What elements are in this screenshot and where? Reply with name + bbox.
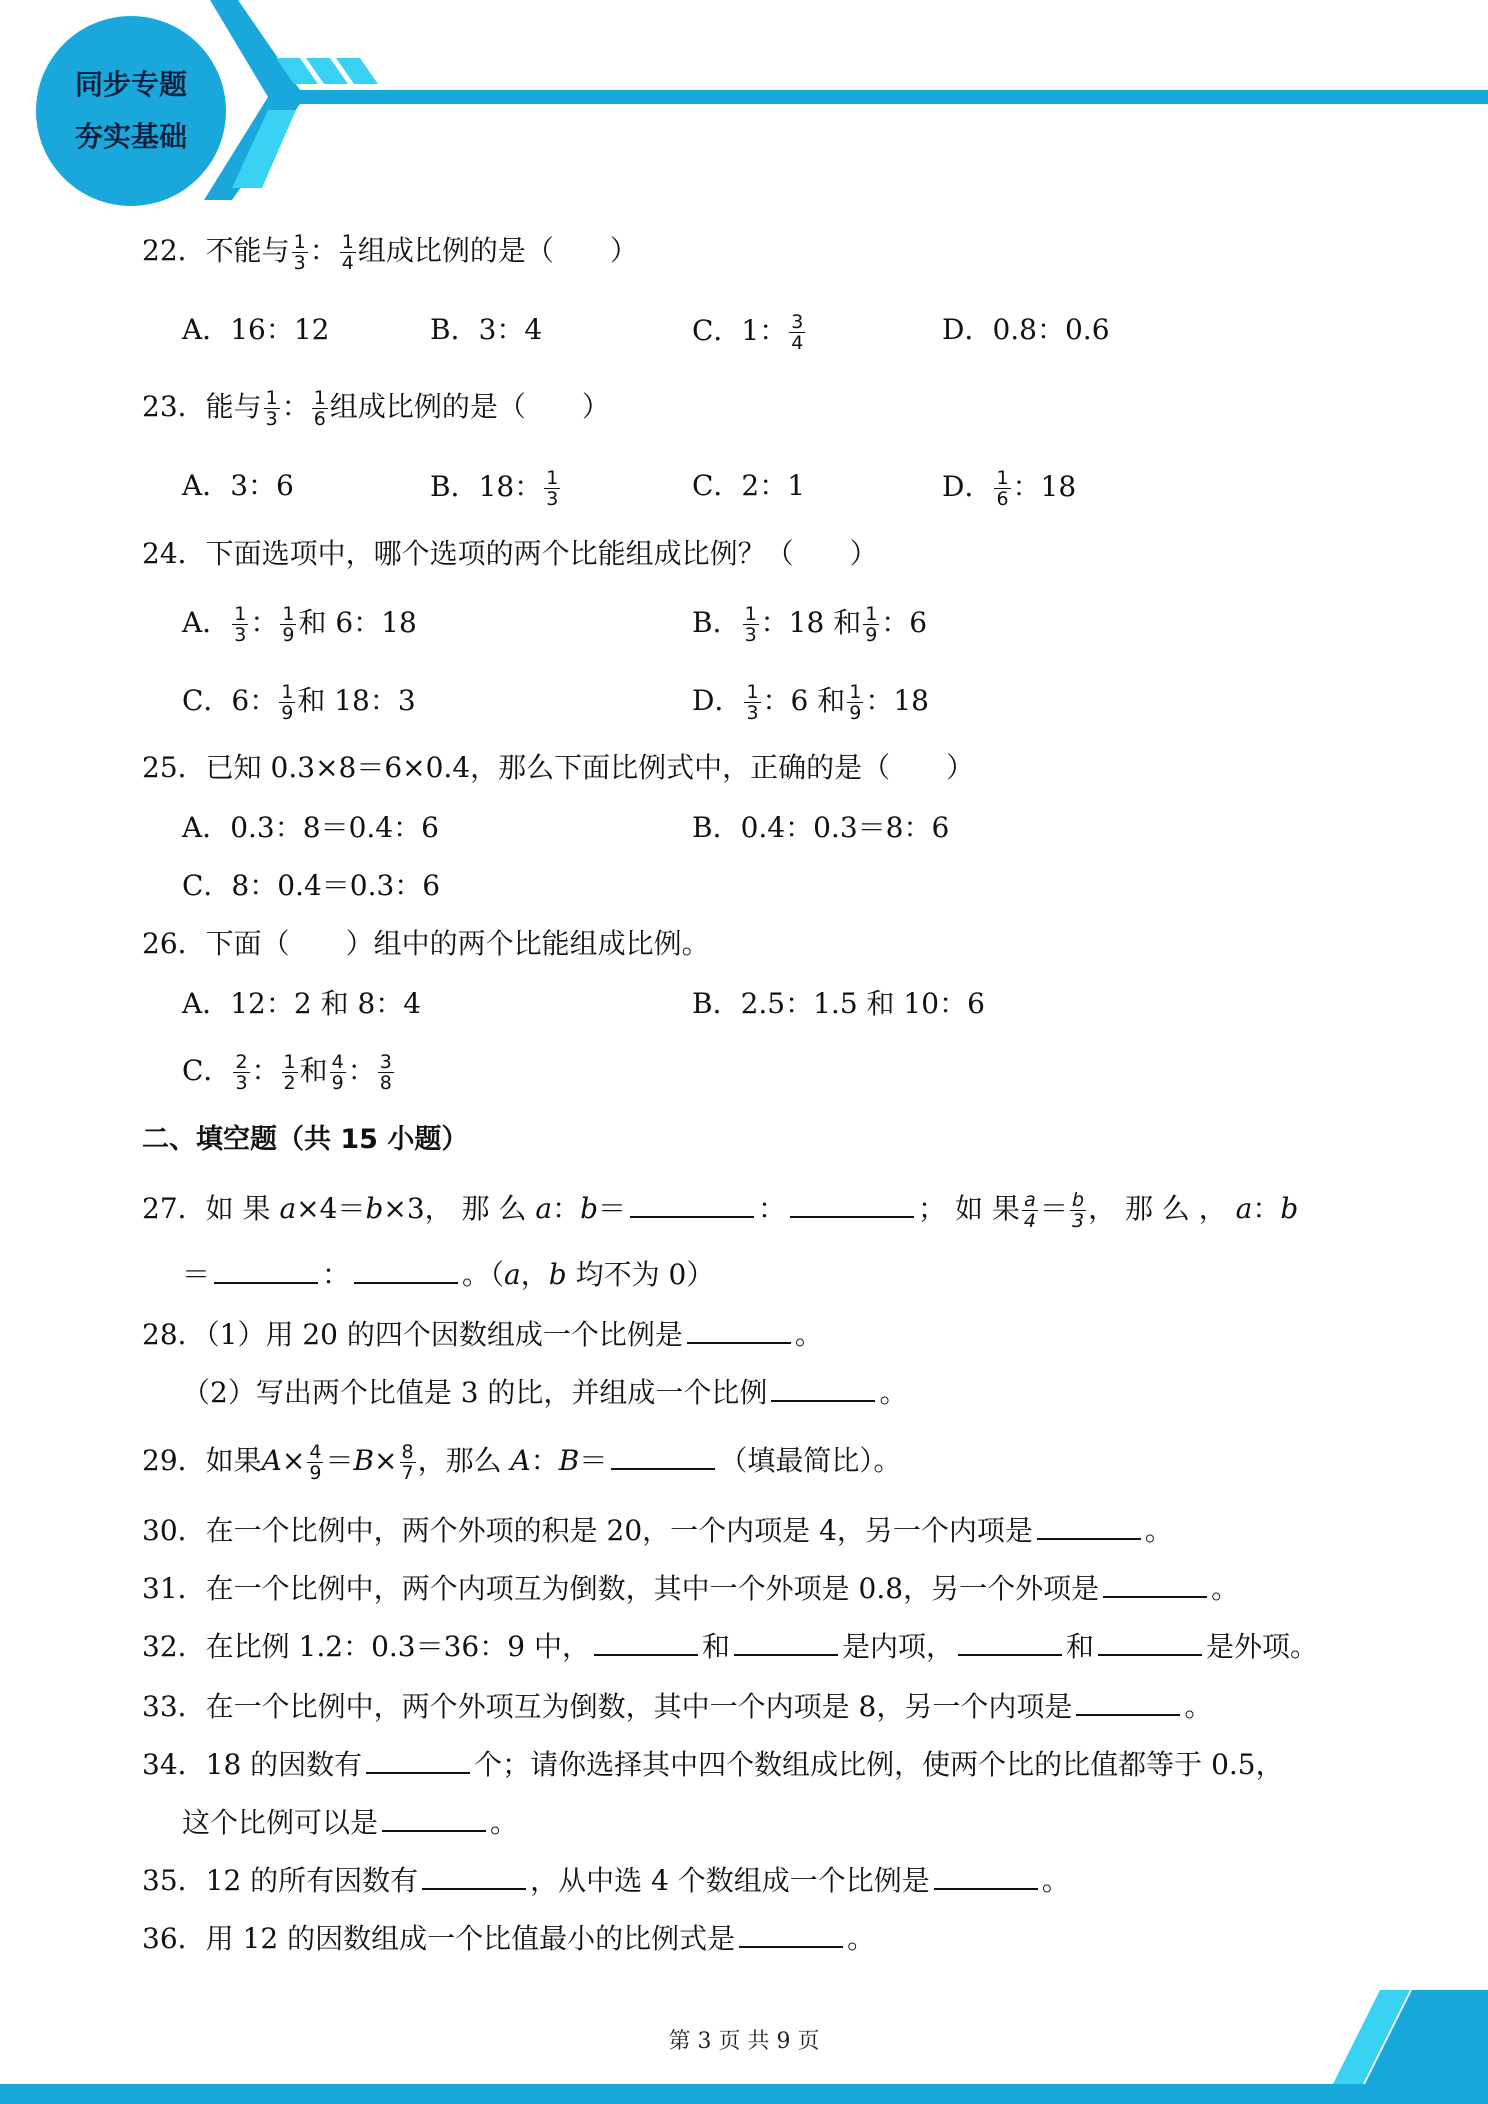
fraction <box>330 1052 346 1093</box>
text-run: ：6 <box>881 606 928 639</box>
text-run: ： <box>347 1054 376 1087</box>
text-run: （1）用 20 的四个因数组成一个比例是 <box>205 1318 683 1351</box>
question-32 <box>142 1628 1318 1665</box>
text-run: 1 <box>281 681 294 703</box>
text-run: ： <box>322 1258 351 1291</box>
fraction <box>232 604 248 645</box>
text-run: 3 <box>791 311 804 333</box>
option-a: A．3：6 <box>182 469 294 502</box>
option-b: B．2.5：1.5 和 10：6 <box>692 987 985 1020</box>
text-run: 6 <box>313 408 326 430</box>
text-run: ×4＝ <box>296 1192 366 1225</box>
text-run: A <box>510 1444 531 1477</box>
text-run: ： <box>552 1192 581 1225</box>
text-run: 2 <box>235 1051 248 1073</box>
text-run: 是内项， <box>841 1630 954 1663</box>
text-run: 1 <box>746 681 759 703</box>
fraction <box>307 1442 323 1483</box>
fraction <box>280 604 296 645</box>
text-run: 1 <box>283 1051 296 1073</box>
text-run: b <box>1071 1189 1085 1211</box>
answer-blank[interactable] <box>382 1804 486 1832</box>
text-run: 9 <box>849 702 862 724</box>
question-number: 26． <box>142 927 206 960</box>
question-number: 22． <box>142 234 206 267</box>
text-run: 9 <box>865 624 878 646</box>
text-run: 8 <box>379 1072 392 1094</box>
text-run: 18 的因数有 <box>205 1748 363 1781</box>
option-b <box>692 604 927 645</box>
text-run: ： <box>250 606 279 639</box>
colon: ： <box>309 234 338 267</box>
fraction <box>847 682 863 723</box>
question-text: 下面选项中，哪个选项的两个比能组成比例？（ ） <box>205 537 878 570</box>
fraction <box>400 1442 416 1483</box>
option-c <box>692 312 807 353</box>
text-run: B．18： <box>430 470 543 503</box>
fraction <box>994 468 1010 509</box>
text-run: 9 <box>331 1072 344 1094</box>
text-run: 在一个比例中，两个内项互为倒数，其中一个外项是 0.8，另一个外项是 <box>205 1572 1100 1605</box>
text-run: D． <box>942 470 993 503</box>
text-run: 和 <box>299 1054 328 1087</box>
text-run: ×3， 那 么 <box>383 1192 536 1225</box>
question-35 <box>142 1862 1070 1899</box>
text-run: 。（ <box>462 1258 505 1291</box>
text-run: 。 <box>1144 1514 1173 1547</box>
text-run: 1 <box>849 681 862 703</box>
text-run: 。 <box>1041 1864 1070 1897</box>
question-28 <box>142 1316 823 1353</box>
answer-blank[interactable] <box>611 1442 715 1470</box>
text-run: 。 <box>879 1376 908 1409</box>
answer-blank[interactable] <box>422 1862 526 1890</box>
fraction <box>544 468 560 509</box>
text-run: 和 18：3 <box>297 684 416 717</box>
question-31 <box>142 1570 1239 1607</box>
question-number: 35． <box>142 1864 206 1897</box>
text-run: ：18 和 <box>760 606 862 639</box>
fraction <box>233 1052 249 1093</box>
text-run: 。 <box>794 1318 823 1351</box>
option-c <box>182 682 416 723</box>
colon: ： <box>281 390 310 423</box>
text-run: 7 <box>401 1462 414 1484</box>
text-run: C． <box>182 1054 232 1087</box>
banner-bar-top <box>204 0 1488 200</box>
text-run: 在一个比例中，两个外项的积是 20，一个内项是 4，另一个内项是 <box>205 1514 1033 1547</box>
answer-blank[interactable] <box>958 1628 1062 1656</box>
text-run: ： <box>1252 1192 1281 1225</box>
answer-blank[interactable] <box>1037 1512 1141 1540</box>
text-run: 和 <box>1065 1630 1094 1663</box>
text-run: B． <box>692 606 741 639</box>
text-run: 3 <box>234 624 247 646</box>
answer-blank[interactable] <box>934 1862 1038 1890</box>
question-number: 32． <box>142 1630 206 1663</box>
text-run: 1 <box>293 231 306 253</box>
text-run: 如 果 <box>205 1192 280 1225</box>
text-run: ：18 <box>865 684 929 717</box>
answer-blank[interactable] <box>1103 1570 1207 1598</box>
question-36 <box>142 1920 875 1957</box>
text-run: ，从中选 4 个数组成一个比例是 <box>530 1864 930 1897</box>
question-number: 34． <box>142 1748 206 1781</box>
badge-line-1: 同步专题 <box>74 68 187 101</box>
text-run: ：6 和 <box>762 684 846 717</box>
option-a: A．16：12 <box>182 313 330 346</box>
text-run: 用 12 的因数组成一个比值最小的比例式是 <box>205 1922 736 1955</box>
text-run: b <box>365 1192 384 1225</box>
text-run: ： <box>530 1444 559 1477</box>
text-run: 1 <box>865 603 878 625</box>
option-d <box>692 682 929 723</box>
text-run: 1 <box>313 387 326 409</box>
header-badge <box>36 16 226 206</box>
text-run: 是外项。 <box>1206 1630 1319 1663</box>
question-number: 30． <box>142 1514 206 1547</box>
footer-bar <box>0 2084 1488 2104</box>
text-run: 3 <box>379 1051 392 1073</box>
option-c: C．8：0.4＝0.3：6 <box>182 869 441 902</box>
question-number: 28． <box>142 1318 206 1351</box>
answer-blank[interactable] <box>366 1746 470 1774</box>
question-text: 组成比例的是（ ） <box>357 234 638 267</box>
text-run: 4 <box>341 252 354 274</box>
text-run: ： <box>251 1054 280 1087</box>
text-run: ，那么 <box>417 1444 511 1477</box>
answer-blank[interactable] <box>734 1628 838 1656</box>
text-run: 4 <box>791 332 804 354</box>
text-run: 这个比例可以是 <box>182 1806 379 1839</box>
text-run: ：18 <box>1012 470 1077 503</box>
text-run: 3 <box>546 488 559 510</box>
text-run: 1 <box>234 603 247 625</box>
text-run: ， <box>520 1258 549 1291</box>
answer-blank[interactable] <box>1076 1688 1180 1716</box>
text-run: 1 <box>341 231 354 253</box>
question-text: 能与 <box>205 390 262 423</box>
question-22 <box>142 232 638 273</box>
text-run: ＝ <box>182 1258 211 1291</box>
text-run: 9 <box>281 702 294 724</box>
text-run: （2）写出两个比值是 3 的比，并组成一个比例 <box>182 1376 768 1409</box>
answer-blank[interactable] <box>354 1256 458 1284</box>
text-run: 。 <box>847 1922 876 1955</box>
text-run: A． <box>182 606 231 639</box>
text-run: 3 <box>746 702 759 724</box>
fraction <box>1022 1190 1038 1231</box>
text-run: 3 <box>293 252 306 274</box>
text-run: 2 <box>283 1072 296 1094</box>
text-run: （填最简比）。 <box>719 1444 902 1477</box>
text-run: ， 那 么 ， <box>1088 1192 1236 1225</box>
section-title: 二、填空题（共 15 小题） <box>142 1124 469 1155</box>
answer-blank[interactable] <box>214 1256 318 1284</box>
question-30 <box>142 1512 1173 1549</box>
text-run: a <box>1235 1192 1253 1225</box>
question-27 <box>142 1190 1298 1231</box>
text-run: B <box>558 1444 580 1477</box>
fraction <box>378 1052 394 1093</box>
question-23 <box>142 388 610 429</box>
question-number: 31． <box>142 1572 206 1605</box>
question-28-part2 <box>182 1374 907 1411</box>
text-run: B <box>353 1444 375 1477</box>
text-run: ＝ <box>325 1444 354 1477</box>
text-run: × <box>281 1444 306 1477</box>
text-run: a <box>504 1258 521 1291</box>
text-run: ： <box>758 1192 787 1225</box>
question-34-line2 <box>182 1804 518 1841</box>
text-run: ＝ <box>579 1444 608 1477</box>
badge-line-2: 夯实基础 <box>74 120 187 153</box>
text-run: 1 <box>546 467 559 489</box>
text-run: ＝ <box>1039 1192 1068 1225</box>
answer-blank[interactable] <box>630 1190 754 1218</box>
text-run: b <box>580 1192 599 1225</box>
question-33 <box>142 1688 1212 1725</box>
option-b <box>430 468 562 509</box>
question-number: 25． <box>142 751 206 784</box>
text-run: 和 6：18 <box>298 606 417 639</box>
text-run: 在比例 1.2：0.3＝36：9 中， <box>205 1630 590 1663</box>
text-run: C．1： <box>692 314 788 347</box>
question-text: 下面（ ）组中的两个比能组成比例。 <box>205 927 710 960</box>
text-run: 6 <box>996 488 1009 510</box>
question-26 <box>142 926 710 962</box>
text-run: 在一个比例中，两个外项互为倒数，其中一个内项是 8，另一个内项是 <box>205 1690 1073 1723</box>
fraction <box>744 682 760 723</box>
text-run: 。 <box>1211 1572 1240 1605</box>
fraction <box>279 682 295 723</box>
option-a: A．0.3：8＝0.4：6 <box>182 811 439 844</box>
fraction <box>264 388 280 429</box>
answer-blank[interactable] <box>739 1920 843 1948</box>
text-run: 3 <box>265 408 278 430</box>
question-34 <box>142 1746 1284 1783</box>
fraction <box>1070 1190 1086 1231</box>
answer-blank[interactable] <box>790 1190 914 1218</box>
answer-blank[interactable] <box>687 1316 791 1344</box>
text-run: 如果 <box>205 1444 262 1477</box>
text-run: A <box>261 1444 282 1477</box>
question-number: 36． <box>142 1922 206 1955</box>
fraction <box>340 232 356 273</box>
text-run: 3 <box>744 624 757 646</box>
question-25 <box>142 750 974 786</box>
question-number: 23． <box>142 390 206 423</box>
text-run: 。 <box>490 1806 519 1839</box>
question-24 <box>142 536 878 572</box>
text-run: 均不为 0） <box>566 1258 715 1291</box>
text-run: 。 <box>1184 1690 1213 1723</box>
answer-blank[interactable] <box>1098 1628 1202 1656</box>
option-d: D．0.8：0.6 <box>942 313 1110 346</box>
text-run: × <box>374 1444 398 1477</box>
text-run: a <box>279 1192 297 1225</box>
text-run: 1 <box>282 603 295 625</box>
text-run: ； 如 果 <box>918 1192 1020 1225</box>
question-number: 29． <box>142 1444 206 1477</box>
text-run: a <box>535 1192 553 1225</box>
fraction <box>789 312 805 353</box>
question-number: 24． <box>142 537 206 570</box>
answer-blank[interactable] <box>771 1374 875 1402</box>
text-run: 1 <box>744 603 757 625</box>
question-text: 组成比例的是（ ） <box>329 390 610 423</box>
fraction <box>743 604 759 645</box>
text-run: 4 <box>1023 1210 1036 1232</box>
answer-blank[interactable] <box>594 1628 698 1656</box>
option-c: C．2：1 <box>692 469 806 502</box>
text-run: 3 <box>235 1072 248 1094</box>
fraction <box>312 388 328 429</box>
fraction <box>292 232 308 273</box>
option-c <box>182 1052 396 1093</box>
text-run: C．6： <box>182 684 278 717</box>
text-run: 个；请你选择其中四个数组成比例，使两个比的比值都等于 0.5， <box>474 1748 1284 1781</box>
text-run: ＝ <box>598 1192 627 1225</box>
text-run: 3 <box>1071 1210 1085 1232</box>
question-27-line2 <box>182 1256 714 1293</box>
text-run: 4 <box>309 1441 322 1463</box>
text-run: b <box>1280 1192 1299 1225</box>
option-b: B．3：4 <box>430 313 543 346</box>
text-run: 9 <box>282 624 295 646</box>
text-run: 9 <box>309 1462 322 1484</box>
question-number: 33． <box>142 1690 206 1723</box>
fraction <box>863 604 879 645</box>
text-run: 8 <box>401 1441 414 1463</box>
question-number: 27． <box>142 1192 206 1225</box>
text-run: 1 <box>996 467 1009 489</box>
page-number: 第 3 页 共 9 页 <box>668 2029 820 2054</box>
text-run: D． <box>692 684 743 717</box>
text-run: 和 <box>701 1630 730 1663</box>
option-b: B．0.4：0.3＝8：6 <box>692 811 950 844</box>
option-d <box>942 468 1076 509</box>
fraction <box>282 1052 298 1093</box>
text-run: 12 的所有因数有 <box>205 1864 419 1897</box>
question-29 <box>142 1442 901 1483</box>
option-a: A．12：2 和 8：4 <box>182 987 422 1020</box>
text-run: a <box>1024 1189 1036 1211</box>
text-run: 4 <box>331 1051 344 1073</box>
text-run: b <box>548 1258 567 1291</box>
option-a <box>182 604 417 645</box>
text-run: 1 <box>265 387 278 409</box>
question-text: 不能与 <box>205 234 290 267</box>
question-text: 已知 0.3×8＝6×0.4，那么下面比例式中，正确的是（ ） <box>205 751 975 784</box>
